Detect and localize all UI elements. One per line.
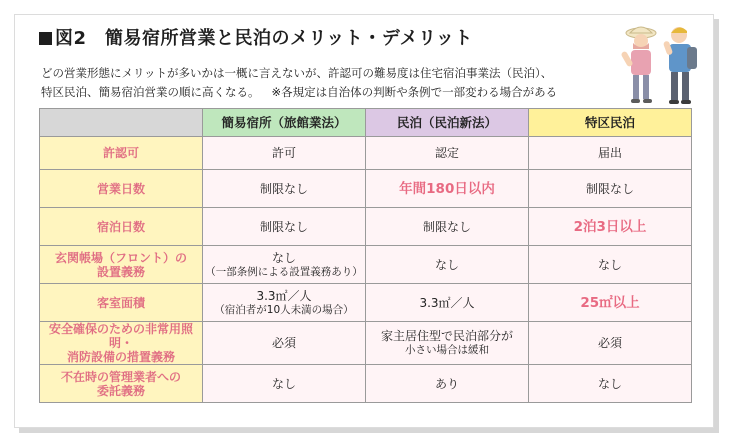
cell-line: 小さい場合は緩和 — [405, 344, 489, 356]
cell-line: あり — [434, 376, 459, 391]
cell-line: 認定 — [434, 146, 459, 160]
table-cell — [529, 137, 692, 170]
cell-line: 必須 — [597, 336, 622, 350]
cell-line: 年間180日以内 — [399, 180, 495, 197]
row-label — [40, 322, 203, 365]
table-row — [40, 170, 692, 208]
row-label-line: 設置義務 — [96, 264, 145, 279]
cell-line: なし — [597, 376, 622, 391]
figure-title — [39, 24, 473, 50]
cell-line: なし — [271, 250, 296, 265]
table-row — [40, 246, 692, 284]
row-label-line: 玄関帳場（フロント）の — [54, 250, 187, 265]
header-minpaku: 民泊（民泊新法） — [366, 109, 529, 137]
table-cell — [203, 137, 366, 170]
title-square-icon — [39, 32, 52, 45]
figure-card — [14, 14, 714, 428]
figure-title-text: 図2 簡易宿所営業と民泊のメリット・デメリット — [55, 28, 473, 49]
cell-line: 制限なし — [585, 181, 634, 196]
table-row — [40, 284, 692, 322]
table-cell — [203, 365, 366, 403]
header-tokku-minpaku: 特区民泊 — [529, 109, 692, 137]
table-row — [40, 208, 692, 246]
row-label — [40, 365, 203, 403]
table-cell — [203, 170, 366, 208]
table-cell — [529, 322, 692, 365]
row-label-line: 客室面積 — [96, 295, 145, 310]
table-cell — [203, 246, 366, 284]
row-label — [40, 170, 203, 208]
row-label-line: 不在時の管理業者への — [60, 369, 181, 384]
figure-description — [41, 64, 557, 102]
table-cell — [529, 284, 692, 322]
table-row — [40, 365, 692, 403]
table-header-row — [40, 109, 692, 137]
header-kani-shukusho: 簡易宿所（旅館業法） — [203, 109, 366, 137]
cell-line: 許可 — [271, 146, 296, 160]
table-cell — [366, 208, 529, 246]
cell-line: 制限なし — [259, 181, 308, 196]
table-cell — [529, 208, 692, 246]
table-cell — [529, 365, 692, 403]
cell-line: （宿泊者が10人未満の場合） — [214, 303, 354, 316]
row-label-line: 宿泊日数 — [96, 219, 145, 234]
cell-line: 制限なし — [422, 219, 471, 234]
table-cell — [203, 208, 366, 246]
cell-line: 制限なし — [259, 219, 308, 234]
table-cell — [366, 322, 529, 365]
cell-line: なし — [597, 257, 622, 272]
header-blank — [40, 109, 203, 137]
comparison-table — [39, 108, 692, 403]
row-label — [40, 208, 203, 246]
table-cell — [529, 170, 692, 208]
row-label — [40, 246, 203, 284]
table-cell — [366, 246, 529, 284]
cell-line: （一部条例による設置義務あり） — [205, 265, 363, 278]
cell-line: 必須 — [271, 336, 296, 350]
description-line-2: 特区民泊、簡易宿泊営業の順に高くなる。 — [41, 85, 260, 99]
cell-line: 家主居住型で民泊部分が — [380, 329, 513, 343]
cell-line: 届出 — [597, 146, 622, 160]
table-cell — [203, 284, 366, 322]
table-row — [40, 137, 692, 170]
cell-line: なし — [434, 257, 459, 272]
row-label-line: 許認可 — [102, 146, 139, 160]
cell-line: 3.3㎡／人 — [419, 295, 475, 310]
row-label-line: 安全確保のための非常用照明・ — [48, 322, 193, 350]
table-cell — [366, 365, 529, 403]
cell-line: 2泊3日以上 — [573, 218, 647, 235]
cell-line: 25㎡以上 — [580, 294, 640, 311]
row-label-line: 営業日数 — [96, 181, 145, 196]
table-cell — [366, 170, 529, 208]
table-cell — [366, 284, 529, 322]
table-cell — [366, 137, 529, 170]
row-label-line: 消防設備の措置義務 — [66, 350, 175, 364]
table-cell — [529, 246, 692, 284]
description-line-1: どの営業形態にメリットが多いかは一概に言えないが、許認可の難易度は住宅宿泊事業法（民泊）、 — [41, 66, 553, 80]
table-cell — [203, 322, 366, 365]
figure-note: ※各規定は自治体の判断や条例で一部変わる場合がある — [271, 85, 558, 99]
row-label — [40, 137, 203, 170]
row-label-line: 委託義務 — [96, 383, 145, 398]
row-label — [40, 284, 203, 322]
travelers-illustration-icon — [613, 19, 709, 111]
cell-line: 3.3㎡／人 — [256, 288, 312, 303]
table-row — [40, 322, 692, 365]
cell-line: なし — [271, 376, 296, 391]
